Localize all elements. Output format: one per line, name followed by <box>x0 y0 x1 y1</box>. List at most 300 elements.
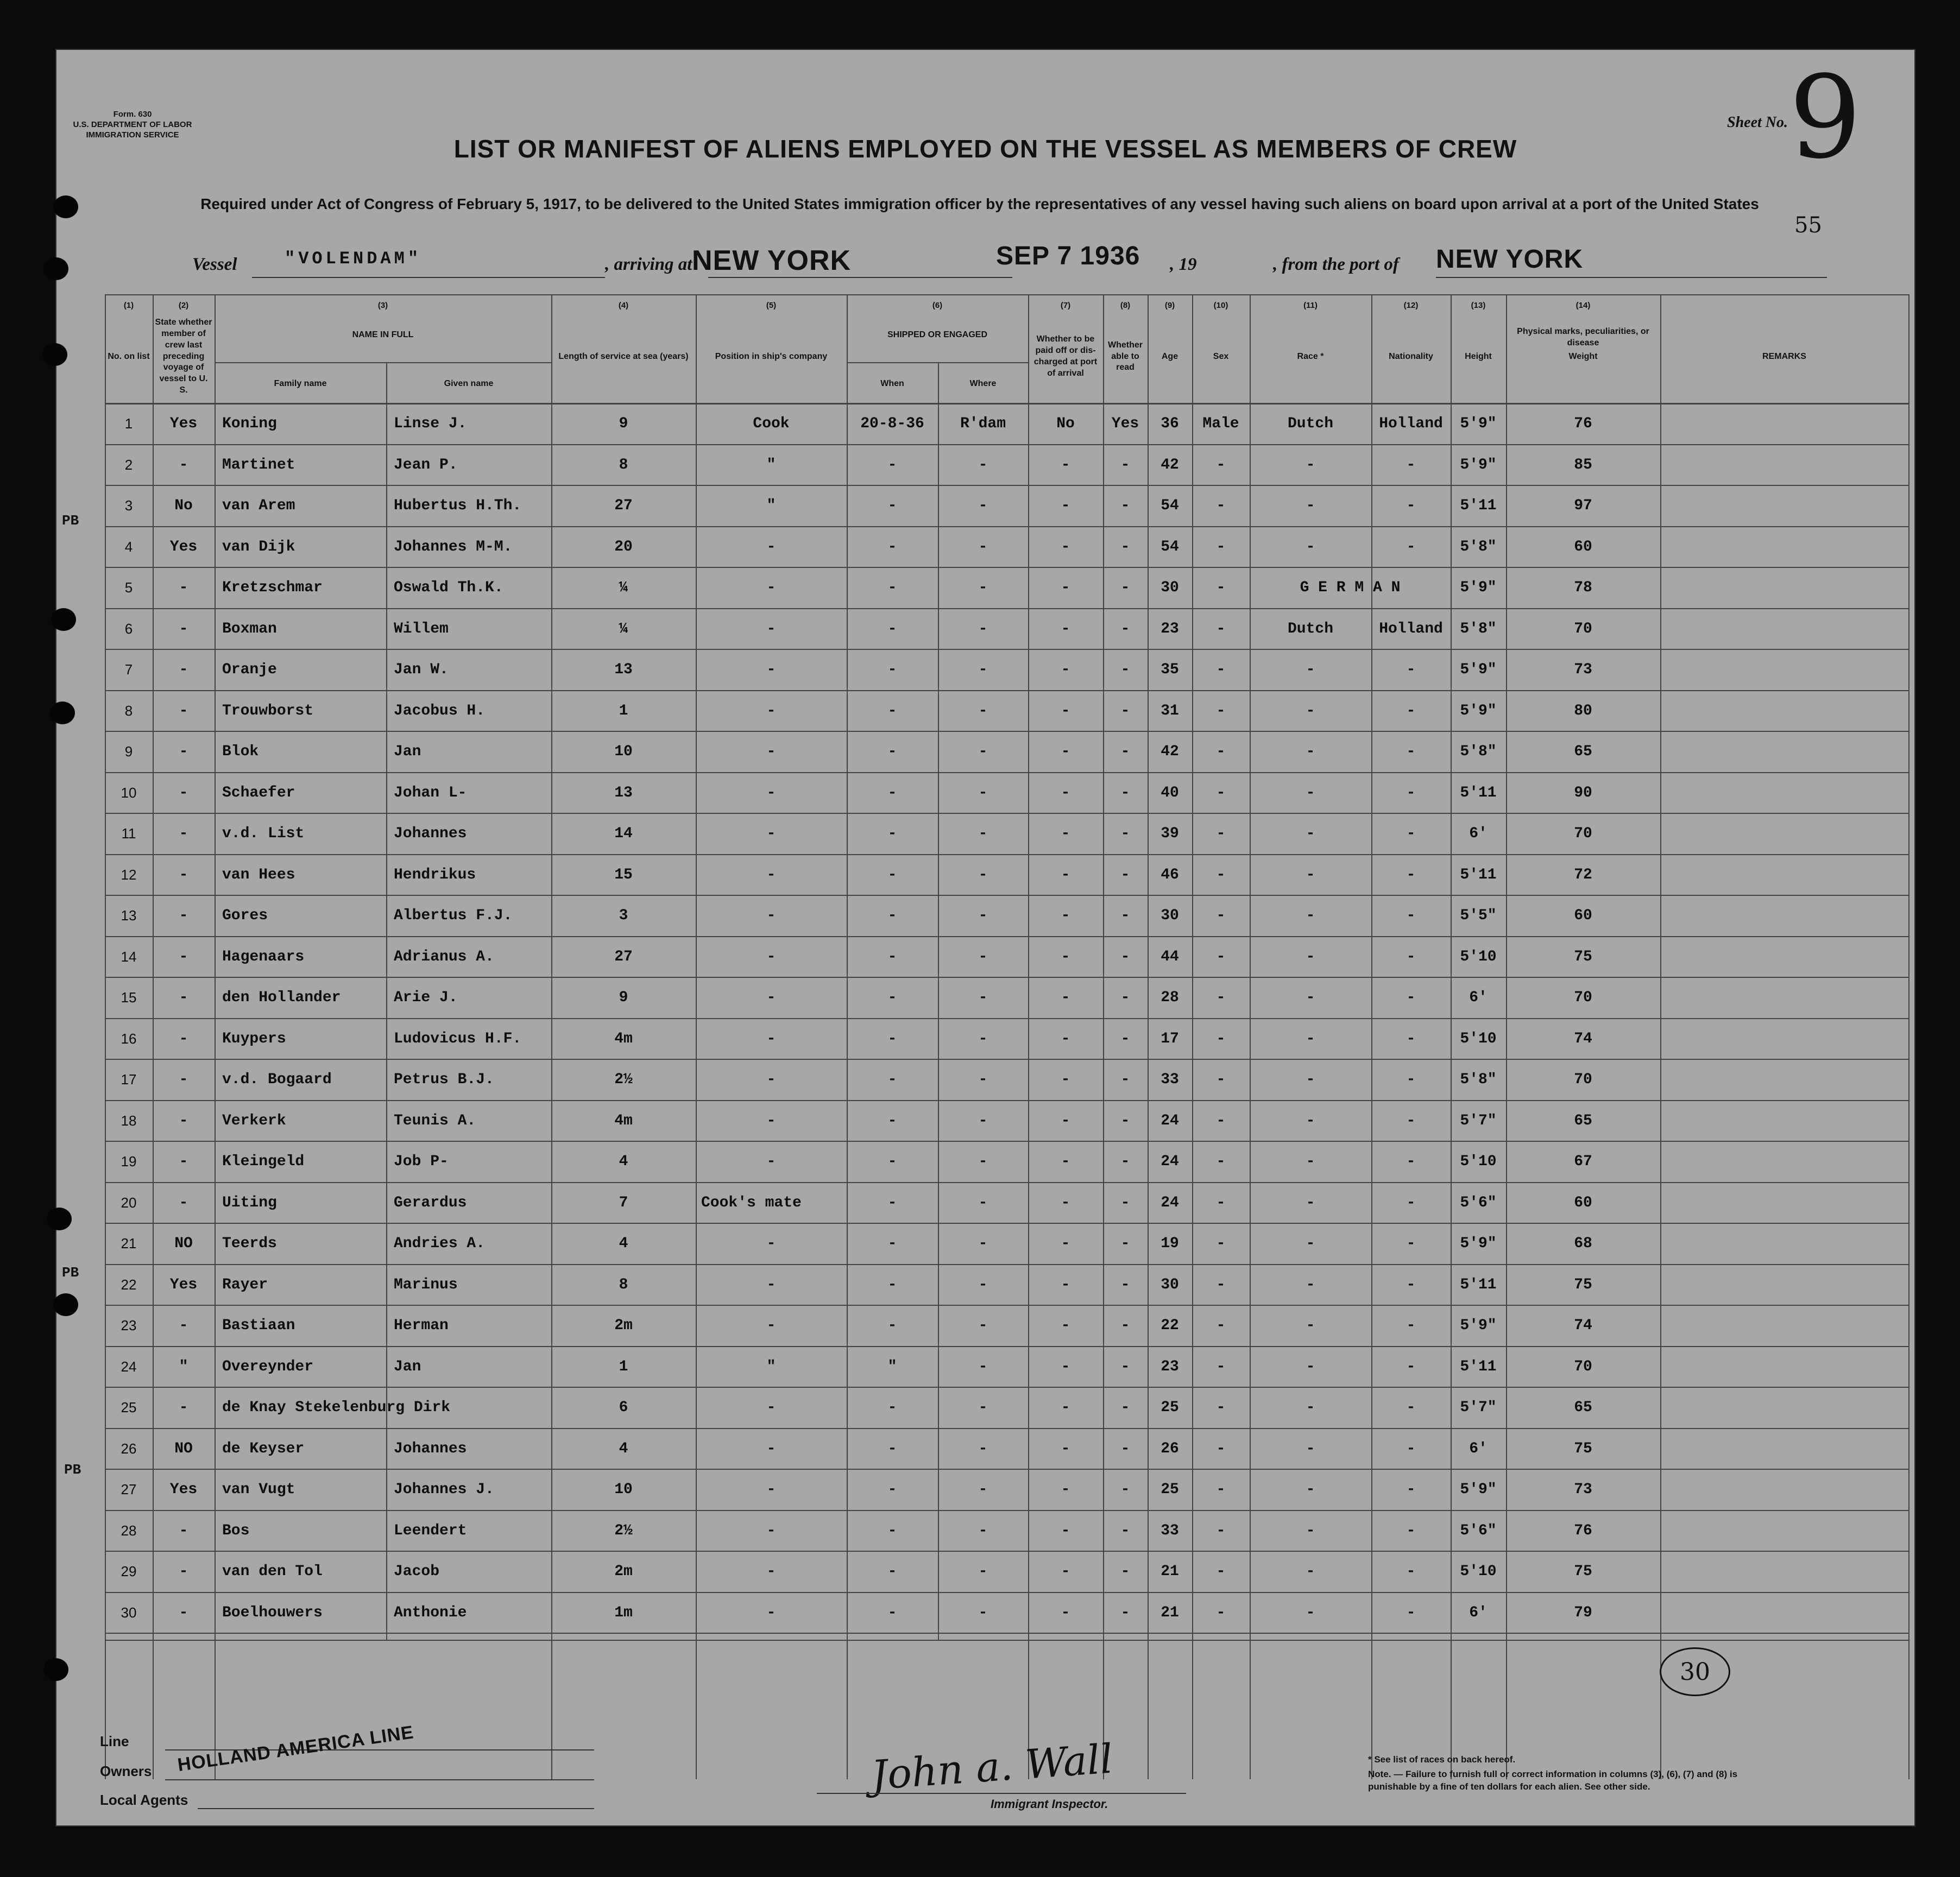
age-cell: 21 <box>1161 1604 1179 1621</box>
service-length-cell: 14 <box>614 825 633 842</box>
weight-cell: 74 <box>1574 1317 1592 1334</box>
vessel-label: Vessel <box>192 255 237 274</box>
margin-mark: PB <box>64 1462 81 1478</box>
table-row-line <box>105 444 1908 445</box>
paid-off-cell: - <box>1061 825 1070 842</box>
sex-cell: - <box>1216 456 1226 473</box>
race-cell: - <box>1306 1071 1315 1088</box>
column-number: (2) <box>178 301 189 310</box>
weight-cell: 72 <box>1574 866 1592 883</box>
paid-off-cell: - <box>1061 1440 1070 1457</box>
from-port: NEW YORK <box>1436 245 1584 274</box>
table-row-line <box>105 1633 1908 1634</box>
from-port-label: , from the port of <box>1273 255 1399 274</box>
row-number: 30 <box>121 1604 137 1621</box>
family-name-cell: van Arem <box>222 497 295 514</box>
family-name-cell: van den Tol <box>222 1563 323 1580</box>
shipped-where-cell: - <box>978 1153 988 1170</box>
nationality-cell: - <box>1406 866 1416 883</box>
table-row-line <box>105 1428 1908 1429</box>
sex-cell: - <box>1216 907 1226 924</box>
paid-off-cell: - <box>1061 1604 1070 1621</box>
family-name-cell: van Dijk <box>222 538 295 555</box>
able-to-read-cell: - <box>1120 456 1130 473</box>
header-no-on-list: No. on list <box>108 351 150 361</box>
family-name-cell: Boxman <box>222 620 277 637</box>
previous-voyage-cell: - <box>179 1399 188 1416</box>
family-name-cell: Kleingeld <box>222 1153 305 1170</box>
shipped-when-cell: - <box>887 497 897 514</box>
service-length-cell: 3 <box>619 907 628 924</box>
previous-voyage-cell: - <box>179 1030 188 1047</box>
nationality-cell: - <box>1406 1440 1416 1457</box>
race-cell: - <box>1306 866 1315 883</box>
previous-voyage-cell: - <box>179 784 188 801</box>
given-name-cell: Job P- <box>394 1153 449 1170</box>
weight-cell: 70 <box>1574 1358 1592 1375</box>
shipped-subheader-line <box>847 362 1028 363</box>
shipped-where-cell: - <box>978 1440 988 1457</box>
shipped-when-cell: - <box>887 1112 897 1129</box>
race-cell: - <box>1306 1522 1315 1539</box>
age-cell: 33 <box>1161 1522 1179 1539</box>
line-label: Line <box>100 1733 129 1749</box>
nationality-cell: - <box>1406 948 1416 965</box>
row-number: 28 <box>121 1522 137 1539</box>
sex-cell: Male <box>1202 415 1239 432</box>
service-name: IMMIGRATION SERVICE <box>86 130 179 140</box>
sex-cell: - <box>1216 579 1226 596</box>
weight-cell: 70 <box>1574 1071 1592 1088</box>
nationality-cell: - <box>1406 1604 1416 1621</box>
age-cell: 36 <box>1161 415 1179 432</box>
shipped-when-cell: - <box>887 538 897 555</box>
nationality-cell: - <box>1406 1112 1416 1129</box>
age-cell: 40 <box>1161 784 1179 801</box>
race-cell: - <box>1306 1317 1315 1334</box>
family-name-cell: Martinet <box>222 456 295 473</box>
table-row-line <box>105 936 1908 937</box>
paid-off-cell: - <box>1061 1153 1070 1170</box>
row-number: 21 <box>121 1235 137 1252</box>
position-cell: - <box>766 538 776 555</box>
service-length-cell: 4m <box>614 1030 633 1047</box>
binder-hole <box>53 1293 78 1316</box>
height-cell: 5'9" <box>1460 456 1497 473</box>
header-physical-marks: Physical marks, peculiarities, or disease <box>1517 327 1649 347</box>
position-cell: - <box>766 948 776 965</box>
margin-mark: PB <box>62 513 79 529</box>
able-to-read-cell: Yes <box>1111 415 1139 432</box>
table-row-line <box>105 1510 1908 1511</box>
sex-cell: - <box>1216 1604 1226 1621</box>
height-cell: 5'6" <box>1460 1522 1497 1539</box>
shipped-where-cell: R'dam <box>960 415 1006 432</box>
nationality-cell: - <box>1406 497 1416 514</box>
previous-voyage-cell: - <box>179 825 188 842</box>
age-cell: 25 <box>1161 1481 1179 1498</box>
previous-voyage-cell: Yes <box>169 1481 198 1498</box>
service-length-cell: 27 <box>614 948 633 965</box>
form-number: Form. 630 <box>113 110 152 119</box>
local-agents-label: Local Agents <box>100 1792 188 1808</box>
given-name-cell: Petrus B.J. <box>394 1071 494 1088</box>
paid-off-cell: - <box>1061 1112 1070 1129</box>
row-number: 23 <box>121 1317 137 1334</box>
given-name-cell: Hendrikus <box>394 866 476 883</box>
weight-cell: 79 <box>1574 1604 1592 1621</box>
race-cell: G E R M A N <box>1300 579 1401 596</box>
position-cell: - <box>766 1317 776 1334</box>
previous-voyage-cell: - <box>179 1194 188 1211</box>
shipped-where-cell: - <box>978 866 988 883</box>
shipped-where-cell: - <box>978 1563 988 1580</box>
age-cell: 17 <box>1161 1030 1179 1047</box>
able-to-read-cell: - <box>1120 1030 1130 1047</box>
sex-cell: - <box>1216 702 1226 719</box>
given-name-cell: Gerardus <box>394 1194 467 1211</box>
age-cell: 30 <box>1161 1276 1179 1293</box>
shipped-where-cell: - <box>978 1235 988 1252</box>
table-row-line <box>105 1305 1908 1306</box>
position-cell: - <box>766 1399 776 1416</box>
given-name-cell: Jacobus H. <box>394 702 486 719</box>
header-race: Race * <box>1297 351 1324 361</box>
nationality-cell: - <box>1406 989 1416 1006</box>
height-cell: 5'10 <box>1460 948 1497 965</box>
sex-cell: - <box>1216 1358 1226 1375</box>
family-name-cell: den Hollander <box>222 989 341 1006</box>
nationality-cell: - <box>1406 825 1416 842</box>
sex-cell: - <box>1216 948 1226 965</box>
paid-off-cell: - <box>1061 866 1070 883</box>
header-able-to-read: Whether able to read <box>1108 340 1143 372</box>
row-number: 26 <box>121 1440 137 1457</box>
table-row-line <box>105 1141 1908 1142</box>
weight-cell: 75 <box>1574 1440 1592 1457</box>
able-to-read-cell: - <box>1120 579 1130 596</box>
sex-cell: - <box>1216 1112 1226 1129</box>
previous-voyage-cell: - <box>179 948 188 965</box>
position-cell: - <box>766 579 776 596</box>
shipped-where-cell: - <box>978 497 988 514</box>
previous-voyage-cell: - <box>179 620 188 637</box>
family-name-cell: Kretzschmar <box>222 579 323 596</box>
height-cell: 6' <box>1469 989 1488 1006</box>
family-name-cell: Koning <box>222 415 277 432</box>
shipped-where-cell: - <box>978 1399 988 1416</box>
column-number: (5) <box>766 301 777 310</box>
row-number: 6 <box>124 620 133 637</box>
row-number: 16 <box>121 1030 137 1047</box>
row-number: 9 <box>124 743 133 760</box>
race-cell: - <box>1306 1399 1315 1416</box>
able-to-read-cell: - <box>1120 1522 1130 1539</box>
service-length-cell: 9 <box>619 989 628 1006</box>
height-cell: 5'8" <box>1460 620 1497 637</box>
position-cell: - <box>766 1071 776 1088</box>
shipped-where-cell: - <box>978 784 988 801</box>
weight-cell: 76 <box>1574 1522 1592 1539</box>
age-cell: 24 <box>1161 1153 1179 1170</box>
shipped-when-cell: " <box>887 1358 897 1375</box>
able-to-read-cell: - <box>1120 907 1130 924</box>
sex-cell: - <box>1216 1563 1226 1580</box>
paid-off-cell: - <box>1061 1522 1070 1539</box>
previous-voyage-cell: NO <box>174 1440 193 1457</box>
column-number: (3) <box>377 301 388 310</box>
family-name-cell: Rayer <box>222 1276 268 1293</box>
shipped-when-cell: - <box>887 1399 897 1416</box>
given-name-cell: Jan W. <box>394 661 449 678</box>
position-cell: - <box>766 1112 776 1129</box>
paid-off-cell: - <box>1061 702 1070 719</box>
column-number: (13) <box>1471 301 1486 310</box>
header-height: Height <box>1465 351 1492 361</box>
weight-cell: 75 <box>1574 948 1592 965</box>
race-cell: - <box>1306 1235 1315 1252</box>
able-to-read-cell: - <box>1120 948 1130 965</box>
sex-cell: - <box>1216 1276 1226 1293</box>
previous-voyage-cell: - <box>179 1112 188 1129</box>
family-name-cell: v.d. List <box>222 825 305 842</box>
age-cell: 54 <box>1161 497 1179 514</box>
header-name-in-full: NAME IN FULL <box>352 330 414 339</box>
row-number: 14 <box>121 948 137 965</box>
previous-voyage-cell: Yes <box>169 415 198 432</box>
shipped-when-cell: - <box>887 1276 897 1293</box>
height-cell: 5'6" <box>1460 1194 1497 1211</box>
age-cell: 30 <box>1161 579 1179 596</box>
shipped-when-cell: - <box>887 1153 897 1170</box>
paid-off-cell: - <box>1061 743 1070 760</box>
service-length-cell: 2½ <box>614 1522 633 1539</box>
shipped-where-cell: - <box>978 1604 988 1621</box>
shipped-when-cell: - <box>887 620 897 637</box>
table-row-line <box>105 1346 1908 1347</box>
table-row-line <box>105 1182 1908 1183</box>
shipped-when-cell: - <box>887 1522 897 1539</box>
nationality-cell: - <box>1406 1317 1416 1334</box>
signature-line <box>817 1793 1186 1794</box>
row-number: 3 <box>124 497 133 514</box>
family-name-cell: van Hees <box>222 866 295 883</box>
race-cell: - <box>1306 1276 1315 1293</box>
previous-voyage-cell: - <box>179 907 188 924</box>
row-number: 20 <box>121 1194 137 1211</box>
able-to-read-cell: - <box>1120 702 1130 719</box>
given-name-cell: Oswald Th.K. <box>394 579 503 596</box>
race-cell: - <box>1306 497 1315 514</box>
previous-voyage-cell: " <box>179 1358 188 1375</box>
nationality-cell: - <box>1406 1030 1416 1047</box>
table-row-line <box>105 690 1908 691</box>
previous-voyage-cell: NO <box>174 1235 193 1252</box>
column-number: (14) <box>1575 301 1591 310</box>
given-name-cell <box>386 1391 551 1424</box>
shipped-when-cell: - <box>887 907 897 924</box>
binder-hole <box>43 257 68 280</box>
given-name-cell: Hubertus H.Th. <box>394 497 522 514</box>
paid-off-cell: - <box>1061 1481 1070 1498</box>
shipped-where-cell: - <box>978 1358 988 1375</box>
height-cell: 6' <box>1469 825 1488 842</box>
nationality-cell: - <box>1406 1399 1416 1416</box>
age-cell: 44 <box>1161 948 1179 965</box>
nationality-cell: - <box>1406 784 1416 801</box>
paid-off-cell: - <box>1061 1030 1070 1047</box>
service-length-cell: 4 <box>619 1440 628 1457</box>
table-row-line <box>105 977 1908 978</box>
weight-cell: 65 <box>1574 743 1592 760</box>
shipped-when-cell: 20-8-36 <box>860 415 924 432</box>
service-length-cell: ¼ <box>619 579 628 596</box>
column-number: (12) <box>1403 301 1419 310</box>
column-number: (4) <box>618 301 629 310</box>
able-to-read-cell: - <box>1120 989 1130 1006</box>
binder-hole <box>47 1208 72 1230</box>
paid-off-cell: - <box>1061 1276 1070 1293</box>
weight-cell: 65 <box>1574 1112 1592 1129</box>
row-number: 2 <box>124 456 133 473</box>
table-top-line <box>105 294 1908 295</box>
race-cell: - <box>1306 661 1315 678</box>
previous-voyage-cell: - <box>179 1522 188 1539</box>
position-cell: - <box>766 1153 776 1170</box>
age-cell: 33 <box>1161 1071 1179 1088</box>
row-number: 19 <box>121 1153 137 1170</box>
height-cell: 5'9" <box>1460 1235 1497 1252</box>
paid-off-cell: - <box>1061 620 1070 637</box>
shipped-when-cell: - <box>887 1604 897 1621</box>
paid-off-cell: - <box>1061 538 1070 555</box>
nationality-cell: - <box>1406 1276 1416 1293</box>
weight-cell: 73 <box>1574 661 1592 678</box>
weight-cell: 97 <box>1574 497 1592 514</box>
given-name-cell: Linse J. <box>394 415 467 432</box>
service-length-cell: 9 <box>619 415 628 432</box>
header-where: Where <box>969 378 997 388</box>
paid-off-cell: - <box>1061 907 1070 924</box>
position-cell: " <box>766 1358 776 1375</box>
given-name-cell: Willem <box>394 620 449 637</box>
nationality-cell: - <box>1406 661 1416 678</box>
age-cell: 21 <box>1161 1563 1179 1580</box>
shipped-when-cell: - <box>887 1194 897 1211</box>
nationality-cell: - <box>1406 1522 1416 1539</box>
shipped-when-cell: - <box>887 1030 897 1047</box>
service-length-cell: 4 <box>619 1235 628 1252</box>
table-row-line <box>105 526 1908 527</box>
sex-cell: - <box>1216 1317 1226 1334</box>
service-length-cell: 2m <box>614 1563 633 1580</box>
sex-cell: - <box>1216 1522 1226 1539</box>
document-title: LIST OR MANIFEST OF ALIENS EMPLOYED ON THE VESSEL AS MEMBERS OF CREW <box>453 135 1517 163</box>
shipped-when-cell: - <box>887 784 897 801</box>
paid-off-cell: No <box>1056 415 1075 432</box>
service-length-cell: 13 <box>614 661 633 678</box>
weight-cell: 65 <box>1574 1399 1592 1416</box>
table-row-line <box>105 567 1908 568</box>
height-cell: 5'5" <box>1460 907 1497 924</box>
position-cell: - <box>766 1030 776 1047</box>
header-weight: Weight <box>1568 351 1598 361</box>
column-number: (8) <box>1120 301 1131 310</box>
position-cell: - <box>766 989 776 1006</box>
service-length-cell: 1m <box>614 1604 633 1621</box>
height-cell: 6' <box>1469 1604 1488 1621</box>
binder-hole <box>50 701 75 724</box>
sex-cell: - <box>1216 1071 1226 1088</box>
age-cell: 35 <box>1161 661 1179 678</box>
height-cell: 5'8" <box>1460 538 1497 555</box>
table-row-line <box>105 485 1908 486</box>
row-number: 12 <box>121 866 137 883</box>
service-length-cell: 2m <box>614 1317 633 1334</box>
age-cell: 42 <box>1161 456 1179 473</box>
sex-cell: - <box>1216 743 1226 760</box>
sex-cell: - <box>1216 1440 1226 1457</box>
paid-off-cell: - <box>1061 1194 1070 1211</box>
nationality-cell: - <box>1406 1563 1416 1580</box>
race-cell: - <box>1306 1481 1315 1498</box>
shipped-when-cell: - <box>887 948 897 965</box>
family-name-cell: Schaefer <box>222 784 295 801</box>
age-cell: 24 <box>1161 1112 1179 1129</box>
table-row-line <box>105 813 1908 814</box>
sex-cell: - <box>1216 1194 1226 1211</box>
position-cell: - <box>766 743 776 760</box>
given-name-cell: Johannes J. <box>394 1481 494 1498</box>
service-length-cell: 10 <box>614 1481 633 1498</box>
previous-voyage-cell: - <box>179 456 188 473</box>
inspector-signature: John a. Wall <box>869 1735 1114 1799</box>
nationality-cell: - <box>1406 907 1416 924</box>
age-cell: 30 <box>1161 907 1179 924</box>
binder-hole <box>42 343 67 366</box>
table-row-line <box>105 1100 1908 1101</box>
shipped-where-cell: - <box>978 1071 988 1088</box>
shipped-where-cell: - <box>978 1194 988 1211</box>
shipped-where-cell: - <box>978 1112 988 1129</box>
able-to-read-cell: - <box>1120 784 1130 801</box>
paid-off-cell: - <box>1061 1235 1070 1252</box>
height-cell: 5'11 <box>1460 784 1497 801</box>
row-number: 10 <box>121 784 137 801</box>
able-to-read-cell: - <box>1120 1317 1130 1334</box>
sex-cell: - <box>1216 1235 1226 1252</box>
weight-cell: 70 <box>1574 989 1592 1006</box>
previous-voyage-cell: - <box>179 866 188 883</box>
previous-voyage-cell: - <box>179 1153 188 1170</box>
position-cell: Cook's mate <box>701 1194 802 1211</box>
year-label: , 19 <box>1170 255 1197 274</box>
previous-voyage-cell: - <box>179 579 188 596</box>
shipped-when-cell: - <box>887 1071 897 1088</box>
previous-voyage-cell: - <box>179 661 188 678</box>
service-length-cell: 7 <box>619 1194 628 1211</box>
family-name-cell: Boelhouwers <box>222 1604 323 1621</box>
service-length-cell: 27 <box>614 497 633 514</box>
sex-cell: - <box>1216 784 1226 801</box>
age-cell: 54 <box>1161 538 1179 555</box>
nationality-cell: - <box>1406 1194 1416 1211</box>
race-cell: - <box>1306 1030 1315 1047</box>
service-length-cell: 2½ <box>614 1071 633 1088</box>
table-header-line <box>105 403 1908 405</box>
row-number: 13 <box>121 907 137 924</box>
service-length-cell: 10 <box>614 743 633 760</box>
